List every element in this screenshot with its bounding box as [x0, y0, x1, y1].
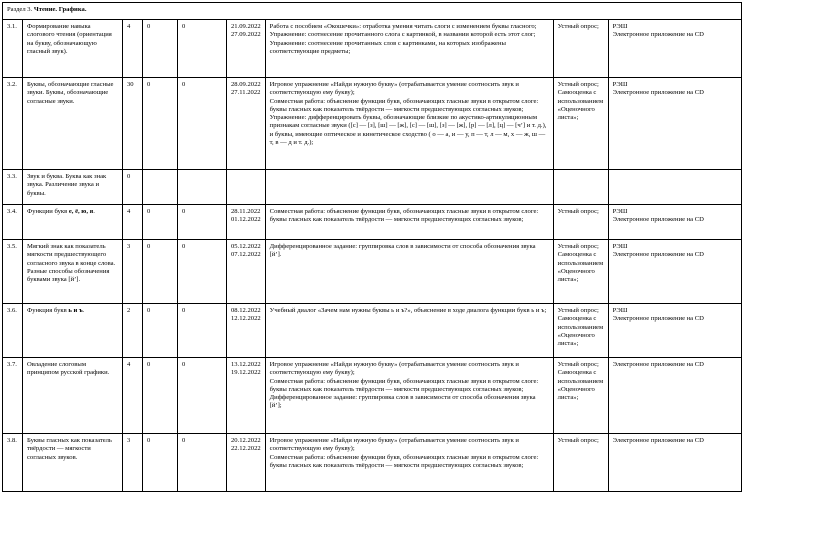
- hours-practice: 0: [182, 437, 186, 444]
- row-number-cell: [3, 78, 23, 170]
- hours-total: 4: [127, 361, 131, 368]
- topic-cell: [23, 205, 123, 240]
- hours-control-cell: [143, 170, 178, 205]
- dates-cell: [227, 434, 266, 492]
- table-row: [3, 205, 742, 240]
- hours-total: 4: [127, 208, 131, 215]
- resource-line: Электронное приложение на CD: [612, 361, 704, 368]
- row-number: 3.7.: [7, 361, 17, 368]
- table-row: [3, 434, 742, 492]
- hours-total-cell: [123, 170, 143, 205]
- activity-item: Совместная работа: объяснение функции букв, обозначающих гласные звуки в открытом слоге: буквы гласных как показатель твёрдости — мягкости предшествующих согласных звуков;: [269, 377, 539, 393]
- table-row: [3, 358, 742, 434]
- control-form-line: Самооценка с: [557, 89, 597, 97]
- control-form-line: Устный опрос;: [557, 307, 599, 314]
- date-end: 27.09.2022: [231, 31, 261, 39]
- hours-practice-cell: [178, 170, 227, 205]
- topic-text-end: .: [82, 307, 85, 314]
- date-end: 22.12.2022: [231, 445, 261, 453]
- hours-control-cell: [143, 205, 178, 240]
- hours-practice: 0: [182, 23, 186, 30]
- resource-line: Электронное приложение на CD: [612, 31, 704, 39]
- control-form-line: использованием: [557, 97, 604, 105]
- topic-letters: ь и ъ: [68, 307, 83, 314]
- control-form-line: «Оценочного: [557, 105, 595, 113]
- control-form-line: «Оценочного: [557, 331, 595, 339]
- topic-text: Формирование навыка слогового чтения (ориентация на букву, обозначающую гласный звук).: [27, 23, 112, 55]
- date-end: 27.11.2022: [231, 89, 261, 97]
- dates-cell: [227, 240, 266, 304]
- resource-line: Электронное приложение на CD: [612, 315, 704, 323]
- control-form-line: Устный опрос;: [557, 243, 599, 250]
- topic-cell: [23, 434, 123, 492]
- control-form-line: листа»;: [557, 276, 579, 284]
- date-start: 20.12.2022: [231, 437, 261, 444]
- hours-total-cell: [123, 434, 143, 492]
- row-number: 3.5.: [7, 243, 17, 250]
- control-form-line: использованием: [557, 323, 604, 331]
- resource-line: Электронное приложение на CD: [612, 216, 704, 224]
- table-row: [3, 240, 742, 304]
- row-number: 3.6.: [7, 307, 17, 314]
- section-header-cell: [3, 3, 742, 20]
- activity-item: Учебный диалог «Зачем нам нужны буквы ь и ъ?», объяснение в ходе диалога функции букв ь и ъ;: [269, 307, 547, 314]
- activities-cell: [265, 78, 553, 170]
- resources-cell: [608, 205, 741, 240]
- resources-cell: [608, 78, 741, 170]
- row-number-cell: [3, 304, 23, 358]
- row-number: 3.8.: [7, 437, 17, 444]
- activity-item: Дифференцированное задание: группировка слов в зависимости от способа обозначения звука [й’];: [269, 394, 536, 410]
- topic-text: Звук и буква. Буква как знак звука. Различение звука и буквы.: [27, 173, 107, 197]
- hours-total-cell: [123, 240, 143, 304]
- hours-total-cell: [123, 205, 143, 240]
- activities-cell: [265, 20, 553, 78]
- activity-item: Упражнение: соотнесение прочитанного слога с картинкой, в названии которой есть этот слог;: [269, 31, 536, 39]
- activities-cell: [265, 304, 553, 358]
- hours-control: 0: [147, 243, 151, 250]
- row-number-cell: [3, 20, 23, 78]
- date-end: 07.12.2022: [231, 251, 261, 259]
- row-number-cell: [3, 240, 23, 304]
- date-start: 28.11.2022: [231, 208, 261, 215]
- dates-cell: [227, 358, 266, 434]
- activities-cell: [265, 170, 553, 205]
- dates-cell: [227, 304, 266, 358]
- topic-text: Овладение слоговым принципом русской графики.: [27, 361, 110, 377]
- control-form-line: листа»;: [557, 394, 579, 402]
- date-end: 19.12.2022: [231, 369, 261, 377]
- row-number: 3.4.: [7, 208, 17, 215]
- resource-line: Электронное приложение на CD: [612, 89, 704, 97]
- control-forms-cell: [553, 358, 608, 434]
- control-form-line: «Оценочного: [557, 267, 595, 275]
- topic-text: Буквы гласных как показатель твёрдости — мягкости согласных звуков.: [27, 437, 112, 461]
- control-forms-cell: [553, 20, 608, 78]
- control-form-line: Самооценка с: [557, 251, 597, 259]
- row-number: 3.2.: [7, 81, 17, 88]
- control-form-line: Устный опрос;: [557, 23, 599, 30]
- date-start: 08.12.2022: [231, 307, 261, 314]
- hours-practice-cell: [178, 240, 227, 304]
- hours-total: 2: [127, 307, 131, 314]
- control-forms-cell: [553, 434, 608, 492]
- hours-total-cell: [123, 20, 143, 78]
- activity-item: Игровое упражнение «Найди нужную букву» (отрабатывается умение соотносить звук и соответствующую ему букву);: [269, 437, 519, 453]
- row-number-cell: [3, 358, 23, 434]
- resources-cell: [608, 170, 741, 205]
- date-start: 13.12.2022: [231, 361, 261, 368]
- hours-control: 0: [147, 208, 151, 215]
- hours-control: 0: [147, 361, 151, 368]
- control-form-line: использованием: [557, 259, 604, 267]
- hours-total-cell: [123, 304, 143, 358]
- date-end: 12.12.2022: [231, 315, 261, 323]
- topic-cell: [23, 78, 123, 170]
- activities-cell: [265, 358, 553, 434]
- hours-practice-cell: [178, 205, 227, 240]
- table-row: [3, 78, 742, 170]
- date-end: 01.12.2022: [231, 216, 261, 224]
- hours-practice: 0: [182, 307, 186, 314]
- control-form-line: Устный опрос;: [557, 81, 599, 88]
- activity-item: Упражнение: дифференцировать буквы, обозначающие близкие по акустико-артикуляционным признакам согласные звуки ([с] — [з], [ш] — [ж], [с] — [ш], [з] — [ж], [р] — [л], [ц] — [ч’] и т. д.), и буквы, имеющие оптическое и кинетическое сходство ( о — а, и — у, п — т, л — м, х — ж, ш — т, в — д и т. д.);: [269, 114, 547, 147]
- activities-cell: [265, 205, 553, 240]
- resource-line: Электронное приложение на CD: [612, 251, 704, 259]
- section-title: Чтение. Графика.: [33, 6, 87, 13]
- resource-line: РЭШ: [612, 81, 628, 88]
- table-row: [3, 20, 742, 78]
- topic-cell: [23, 170, 123, 205]
- date-start: 21.09.2022: [231, 23, 261, 30]
- topic-cell: [23, 358, 123, 434]
- hours-practice: 0: [182, 81, 186, 88]
- activity-item: Совместная работа: объяснение функции букв, обозначающих гласные звуки в открытом слоге: буквы гласных как показатель твёрдости — мягкости предшествующих согласных звуков;: [269, 97, 539, 113]
- hours-control-cell: [143, 240, 178, 304]
- topic-text: Функции букв: [27, 208, 69, 215]
- activity-item: Работа с пособием «Окошечки»: отработка умения читать слоги с изменением буквы гласного;: [269, 23, 537, 30]
- topic-text: Мягкий знак как показатель мягкости предшествующего согласного звука в конце слова. Разные способы обозначения буквами звука [й’].: [27, 243, 116, 284]
- control-forms-cell: [553, 304, 608, 358]
- hours-practice: 0: [182, 208, 186, 215]
- resources-cell: [608, 434, 741, 492]
- topic-cell: [23, 20, 123, 78]
- resource-line: РЭШ: [612, 307, 628, 314]
- hours-total: 3: [127, 437, 131, 444]
- hours-total-cell: [123, 358, 143, 434]
- date-start: 28.09.2022: [231, 81, 261, 88]
- activity-item: Игровое упражнение «Найди нужную букву» (отрабатывается умение соотносить звук и соответствующую ему букву);: [269, 81, 519, 97]
- control-forms-cell: [553, 170, 608, 205]
- hours-practice-cell: [178, 78, 227, 170]
- hours-control: 0: [147, 23, 151, 30]
- section-prefix: Раздел 3.: [7, 6, 33, 13]
- hours-total: 0: [127, 173, 131, 180]
- hours-practice-cell: [178, 20, 227, 78]
- topic-text: Функция букв: [27, 307, 69, 314]
- activity-item: Совместная работа: объяснение функции букв, обозначающих гласные звуки в открытом слоге: буквы гласных как показатель твёрдости — мягкости предшествующих согласных звуков;: [269, 208, 539, 224]
- hours-practice-cell: [178, 304, 227, 358]
- row-number: 3.1.: [7, 23, 17, 30]
- control-form-line: Устный опрос;: [557, 361, 599, 368]
- resource-line: РЭШ: [612, 23, 628, 30]
- resource-line: РЭШ: [612, 208, 628, 215]
- hours-control: 0: [147, 307, 151, 314]
- topic-cell: [23, 240, 123, 304]
- activities-cell: [265, 434, 553, 492]
- control-form-line: Устный опрос;: [557, 208, 599, 215]
- control-form-line: Устный опрос;: [557, 437, 599, 444]
- control-form-line: листа»;: [557, 114, 579, 122]
- section-header-row: [3, 3, 742, 20]
- row-number-cell: [3, 170, 23, 205]
- control-form-line: Самооценка с: [557, 315, 597, 323]
- hours-practice-cell: [178, 358, 227, 434]
- hours-practice-cell: [178, 434, 227, 492]
- row-number-cell: [3, 434, 23, 492]
- dates-cell: [227, 78, 266, 170]
- hours-control-cell: [143, 358, 178, 434]
- lesson-plan-table: [2, 2, 742, 492]
- resource-line: Электронное приложение на CD: [612, 437, 704, 444]
- hours-total: 30: [127, 81, 134, 88]
- control-forms-cell: [553, 240, 608, 304]
- row-number: 3.3.: [7, 173, 17, 180]
- dates-cell: [227, 205, 266, 240]
- table-row: [3, 170, 742, 205]
- hours-control-cell: [143, 304, 178, 358]
- activity-item: Игровое упражнение «Найди нужную букву» (отрабатывается умение соотносить звук и соответствующую ему букву);: [269, 361, 519, 377]
- resources-cell: [608, 304, 741, 358]
- activity-item: Совместная работа: объяснение функции букв, обозначающих гласные звуки в открытом слоге: буквы гласных как показатель твёрдости — мягкости предшествующих согласных звуков;: [269, 453, 539, 469]
- hours-control: 0: [147, 437, 151, 444]
- control-form-line: Самооценка с: [557, 369, 597, 377]
- hours-practice: 0: [182, 243, 186, 250]
- hours-total: 3: [127, 243, 131, 250]
- control-form-line: использованием: [557, 377, 604, 385]
- table-row: [3, 304, 742, 358]
- dates-cell: [227, 170, 266, 205]
- topic-letters: е, ё, ю, я: [68, 208, 94, 215]
- resources-cell: [608, 240, 741, 304]
- resource-line: РЭШ: [612, 243, 628, 250]
- row-number-cell: [3, 205, 23, 240]
- activity-item: Упражнение: соотнесение прочитанных слов с картинками, на которых изображены соответствующие предметы;: [269, 39, 506, 55]
- control-form-line: листа»;: [557, 340, 579, 348]
- date-start: 05.12.2022: [231, 243, 261, 250]
- activity-item: Дифференцированное задание: группировка слов в зависимости от способа обозначения звука [й’].: [269, 243, 536, 259]
- topic-text-end: .: [93, 208, 95, 215]
- topic-text: Буквы, обозначающие гласные звуки. Буквы, обозначающие согласные звуки.: [27, 81, 114, 105]
- dates-cell: [227, 20, 266, 78]
- control-forms-cell: [553, 205, 608, 240]
- control-forms-cell: [553, 78, 608, 170]
- resources-cell: [608, 20, 741, 78]
- hours-control-cell: [143, 78, 178, 170]
- hours-control-cell: [143, 434, 178, 492]
- hours-total-cell: [123, 78, 143, 170]
- activities-cell: [265, 240, 553, 304]
- topic-cell: [23, 304, 123, 358]
- hours-control-cell: [143, 20, 178, 78]
- hours-control: 0: [147, 81, 151, 88]
- hours-total: 4: [127, 23, 131, 30]
- resources-cell: [608, 358, 741, 434]
- control-form-line: «Оценочного: [557, 385, 595, 393]
- hours-practice: 0: [182, 361, 186, 368]
